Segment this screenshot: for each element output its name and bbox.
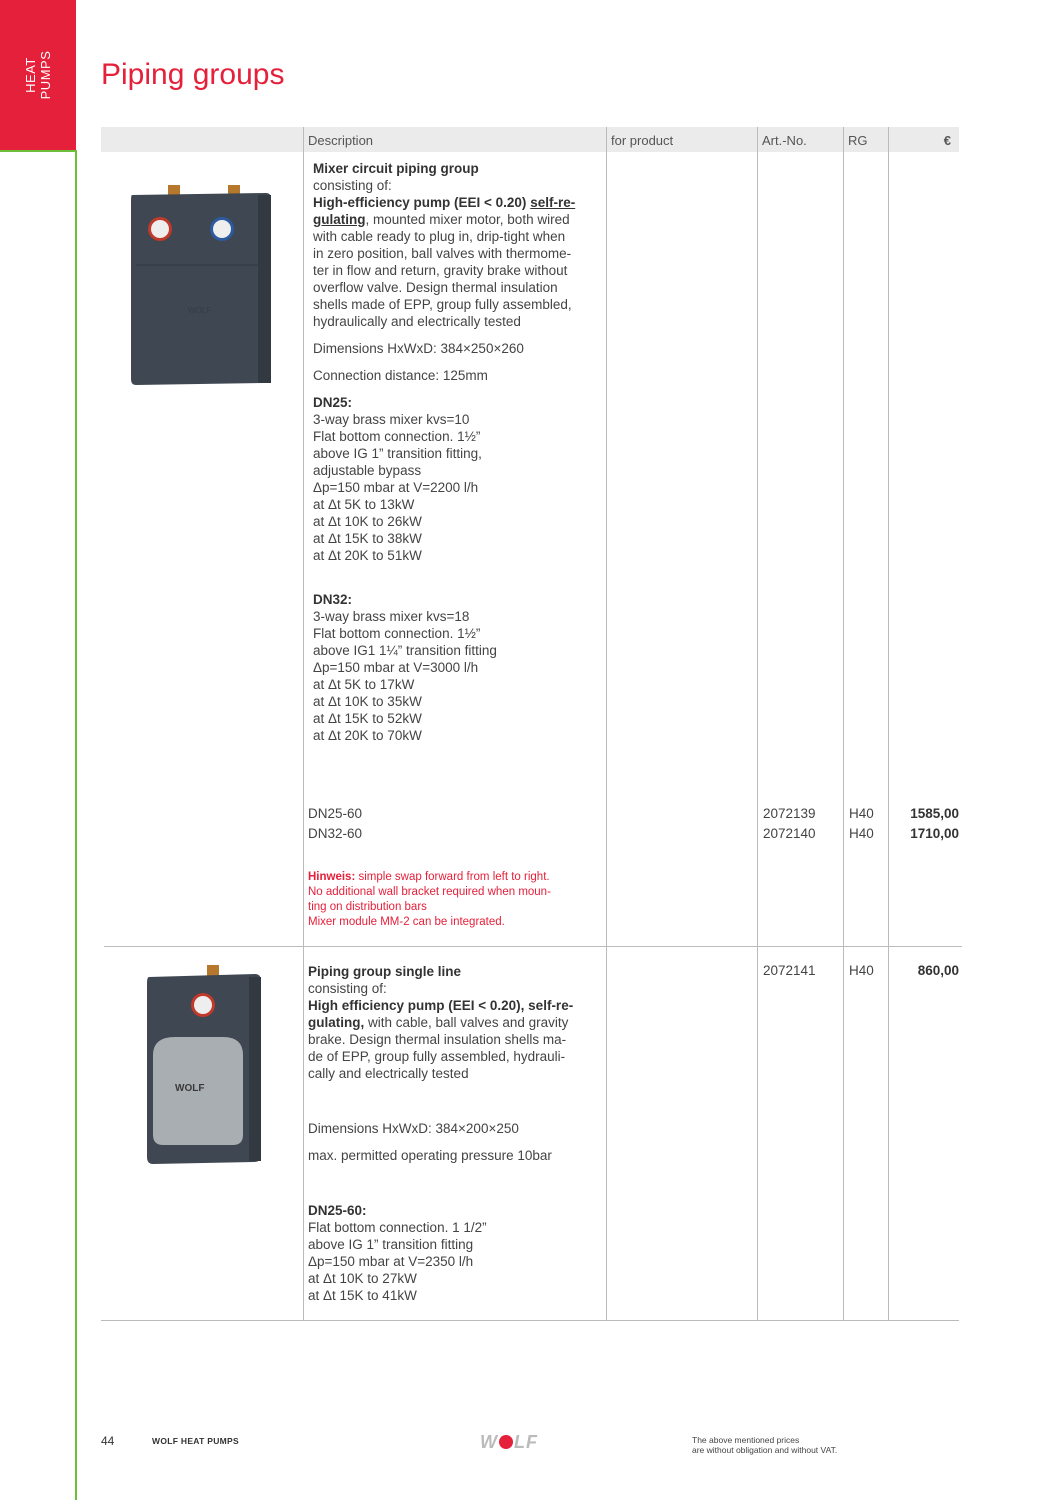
green-margin-line [75, 150, 77, 1500]
art-no: 2072140 [763, 826, 816, 841]
section-tab [0, 0, 76, 150]
column-divider [303, 127, 304, 1320]
single-line-piping-group-image [143, 965, 263, 1165]
footer-brand: WOLF HEAT PUMPS [152, 1436, 239, 1446]
header-rg: RG [848, 133, 868, 148]
price: 1710,00 [910, 826, 959, 841]
mixer-piping-group-image [128, 185, 273, 387]
column-divider [888, 127, 889, 1320]
row-divider [101, 1320, 959, 1321]
operating-pressure: max. permitted operating pressure 10bar [308, 1148, 552, 1163]
row-divider [104, 946, 962, 947]
wolf-logo-on-product: WOLF [175, 1083, 205, 1094]
header-price: € [943, 133, 951, 148]
table-header [101, 127, 959, 152]
logo-dot-icon [499, 1435, 513, 1449]
column-divider [757, 127, 758, 1320]
footer-price-note: The above mentioned prices are without obligation and without VAT. [692, 1435, 838, 1455]
price: 860,00 [917, 963, 959, 978]
dimensions: Dimensions HxWxD: 384×200×250 [308, 1121, 519, 1136]
green-divider [0, 150, 76, 152]
price: 1585,00 [910, 806, 959, 821]
mixer-group-description: Mixer circuit piping group consisting of: High-efficiency pump (EEI < 0.20) self-re- gulating, mounted mixer motor, both wired with cable ready to plug in, drip-tight when in zero position, ball valves with thermome- ter in flow and return, gravity brake without overflow valve. Design thermal insulation shells made of EPP, group fully assembled, hydraulically and electrically tested Dimensions HxWxD: 384×250×260 Connection distance: 125mm DN25: 3-way brass mixer kvs=10 Flat bottom connection. 1½” above IG 1” transition fitting, adjustable bypass Δp=150 mbar at V=2200 l/h at Δt 5K to 13kW at Δt 10K to 26kW at Δt 15K to 38kW at Δt 20K to 51kW DN32: 3-way brass mixer kvs=18 Flat bottom connection. 1½” above IG1 1¼” transition fitting Δp=150 mbar at V=3000 l/h at Δt 5K to 17kW at Δt 10K to 35kW at Δt 15K to 52kW at Δt 20K to 70kW [313, 160, 605, 744]
wolf-logo: W LF [480, 1432, 538, 1452]
column-divider [606, 127, 607, 1320]
svg-text:WOLF: WOLF [188, 306, 212, 315]
hint-note: Hinweis: simple swap forward from left to right. No additional wall bracket required when moun- ting on distribution bars Mixer module MM-2 can be integrated. [308, 871, 551, 928]
rg-code: H40 [849, 806, 874, 821]
dimensions: Dimensions HxWxD: 384×250×260 [313, 341, 524, 356]
art-no: 2072139 [763, 806, 816, 821]
section-tab-label: HEAT PUMPS [23, 50, 53, 100]
column-divider [843, 127, 844, 1320]
page-title: Piping groups [101, 58, 285, 91]
art-no: 2072141 [763, 963, 816, 978]
rg-code: H40 [849, 963, 874, 978]
variant-name: DN25-60 [308, 806, 363, 821]
single-line-description: Piping group single line consisting of: High efficiency pump (EEI < 0.20), self-re- gulating, with cable, ball valves and gravity brake. Design thermal insulation shells ma- de of EPP, group fully assembled, hydrauli- cally and electrically tested Dimensions HxWxD: 384×200×250 max. permitted operating pressure 10bar DN25-60: Flat bottom connection. 1 1/2” above IG 1” transition fitting Δp=150 mbar at V=2350 l/h at Δt 10K to 27kW at Δt 15K to 41kW [308, 963, 605, 1304]
rg-code: H40 [849, 826, 874, 841]
page-number: 44 [101, 1434, 115, 1448]
variant-name: DN32-60 [308, 826, 363, 841]
connection-distance: Connection distance: 125mm [313, 368, 488, 383]
header-art-no: Art.-No. [762, 133, 807, 148]
header-for-product: for product [611, 133, 674, 148]
header-description: Description [308, 133, 374, 148]
